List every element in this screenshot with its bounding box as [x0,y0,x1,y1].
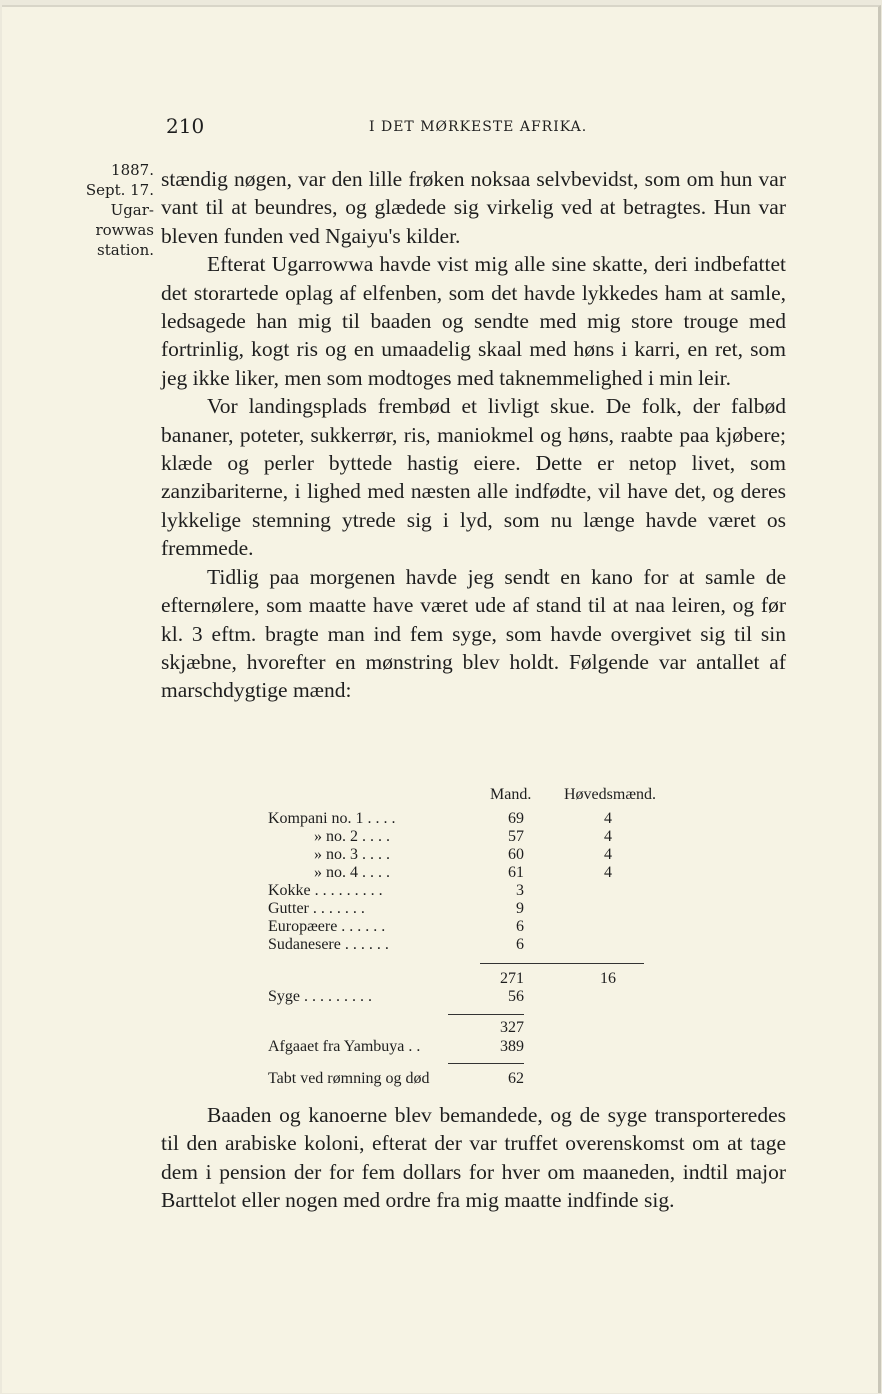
margin-note [84,160,154,260]
row-label: » no. 4 . . . . [314,864,390,881]
margin-place-2: rowwas [95,221,154,239]
paragraph: stændig nøgen, var den lille frøken noksaa selvbevidst, som om hun var vant til at beundres, og glædede sig virkelig ved at betragtes. Hun var bleven funden ved Ngaiyu's kilder. [161,167,786,248]
row-mand: 57 [508,828,524,845]
row-hoved: 4 [604,846,612,863]
paragraph: Tidlig paa morgenen havde jeg sendt en kano for at samle de efternølere, som maatte have været ude af stand til at naa leiren, og før kl. 3 eftm. bragte man ind fem syge, som havde overgivet sig til sin skjæbne, hvorefter en mønstring blev holdt. Følgende var antallet af marschdygtige mænd: [161,564,786,703]
table-row [268,882,688,900]
row-mand: 56 [508,988,524,1005]
margin-date: Sept. 17. [85,181,154,199]
row-mand: 61 [508,864,524,881]
running-title: I DET MØRKESTE AFRIKA. [369,119,588,135]
margin-place-3: station. [97,241,154,259]
subtotal-mand: 271 [500,970,524,987]
table-row [268,828,688,846]
row-label: Kokke . . . . . . . . . [268,882,383,899]
body-text-top [161,165,786,705]
table-row [268,864,688,882]
row-mand: 69 [508,810,524,827]
margin-place-1: Ugar- [110,201,154,219]
loss-rule [448,1063,524,1064]
table-row [268,1070,688,1088]
table-row [268,1038,688,1056]
row-label: Sudanesere . . . . . . [268,936,389,953]
row-label: » no. 2 . . . . [314,828,390,845]
subtotal-hoved: 16 [600,970,616,987]
subtotal-rule [480,963,644,964]
total-row [268,1019,688,1037]
paragraph: Baaden og kanoerne blev bemandede, og de syge transporteredes til den arabiske koloni, efterat der var truffet overenskomst om at tage dem i pension der for fem dollars for hver om maaneden, indtil major Barttelot eller nogen med ordre fra mig maatte indfinde sig. [161,1103,786,1213]
page-number: 210 [166,114,205,138]
table-row [268,918,688,936]
row-mand: 6 [516,918,524,935]
table-row [268,936,688,954]
margin-year: 1887. [111,161,154,179]
row-hoved: 4 [604,864,612,881]
row-label: Gutter . . . . . . . [268,900,365,917]
total-rule [448,1014,524,1015]
row-label: Kompani no. 1 . . . . [268,810,396,827]
col-header-hovedsmaend: Høvedsmænd. [564,786,656,803]
row-mand: 389 [500,1038,524,1055]
page-header [0,114,882,144]
col-header-mand: Mand. [490,786,532,803]
table-row [268,810,688,828]
table-row [268,988,688,1006]
total-mand: 327 [500,1019,524,1036]
row-label: » no. 3 . . . . [314,846,390,863]
body-text-bottom [161,1101,786,1215]
row-hoved: 4 [604,828,612,845]
row-mand: 62 [508,1070,524,1087]
paragraph: Vor landingsplads frembød et livligt skue. De folk, der falbød bananer, poteter, sukkerrør, ris, maniokmel og høns, raabte paa kjøbere; klæde og perler byttede hastig eiere. Dette er netop livet, som zanzibariterne, i lighed med næsten alle indfødte, vil have det, og deres lykkelige stemning ytrede sig i lyd, som nu længe havde været os fremmede. [161,394,786,561]
row-mand: 9 [516,900,524,917]
row-mand: 3 [516,882,524,899]
table-row [268,900,688,918]
row-label: Europæere . . . . . . [268,918,386,935]
row-mand: 60 [508,846,524,863]
row-hoved: 4 [604,810,612,827]
table-row [268,846,688,864]
row-label: Afgaaet fra Yambuya . . [268,1038,421,1055]
row-mand: 6 [516,936,524,953]
subtotal-row [268,970,688,988]
row-label: Syge . . . . . . . . . [268,988,372,1005]
row-label: Tabt ved rømning og død [268,1070,430,1087]
paragraph: Efterat Ugarrowwa havde vist mig alle sine skatte, deri indbefattet det storartede oplag af elfenben, som det havde lykkedes ham at samle, ledsagede han mig til baaden og sendte med mig store trouge med fortrinlig, kogt ris og en umaadelig skaal med høns i karri, en ret, som jeg ikke liker, men som modtoges med taknemmelighed i min leir. [161,252,786,390]
